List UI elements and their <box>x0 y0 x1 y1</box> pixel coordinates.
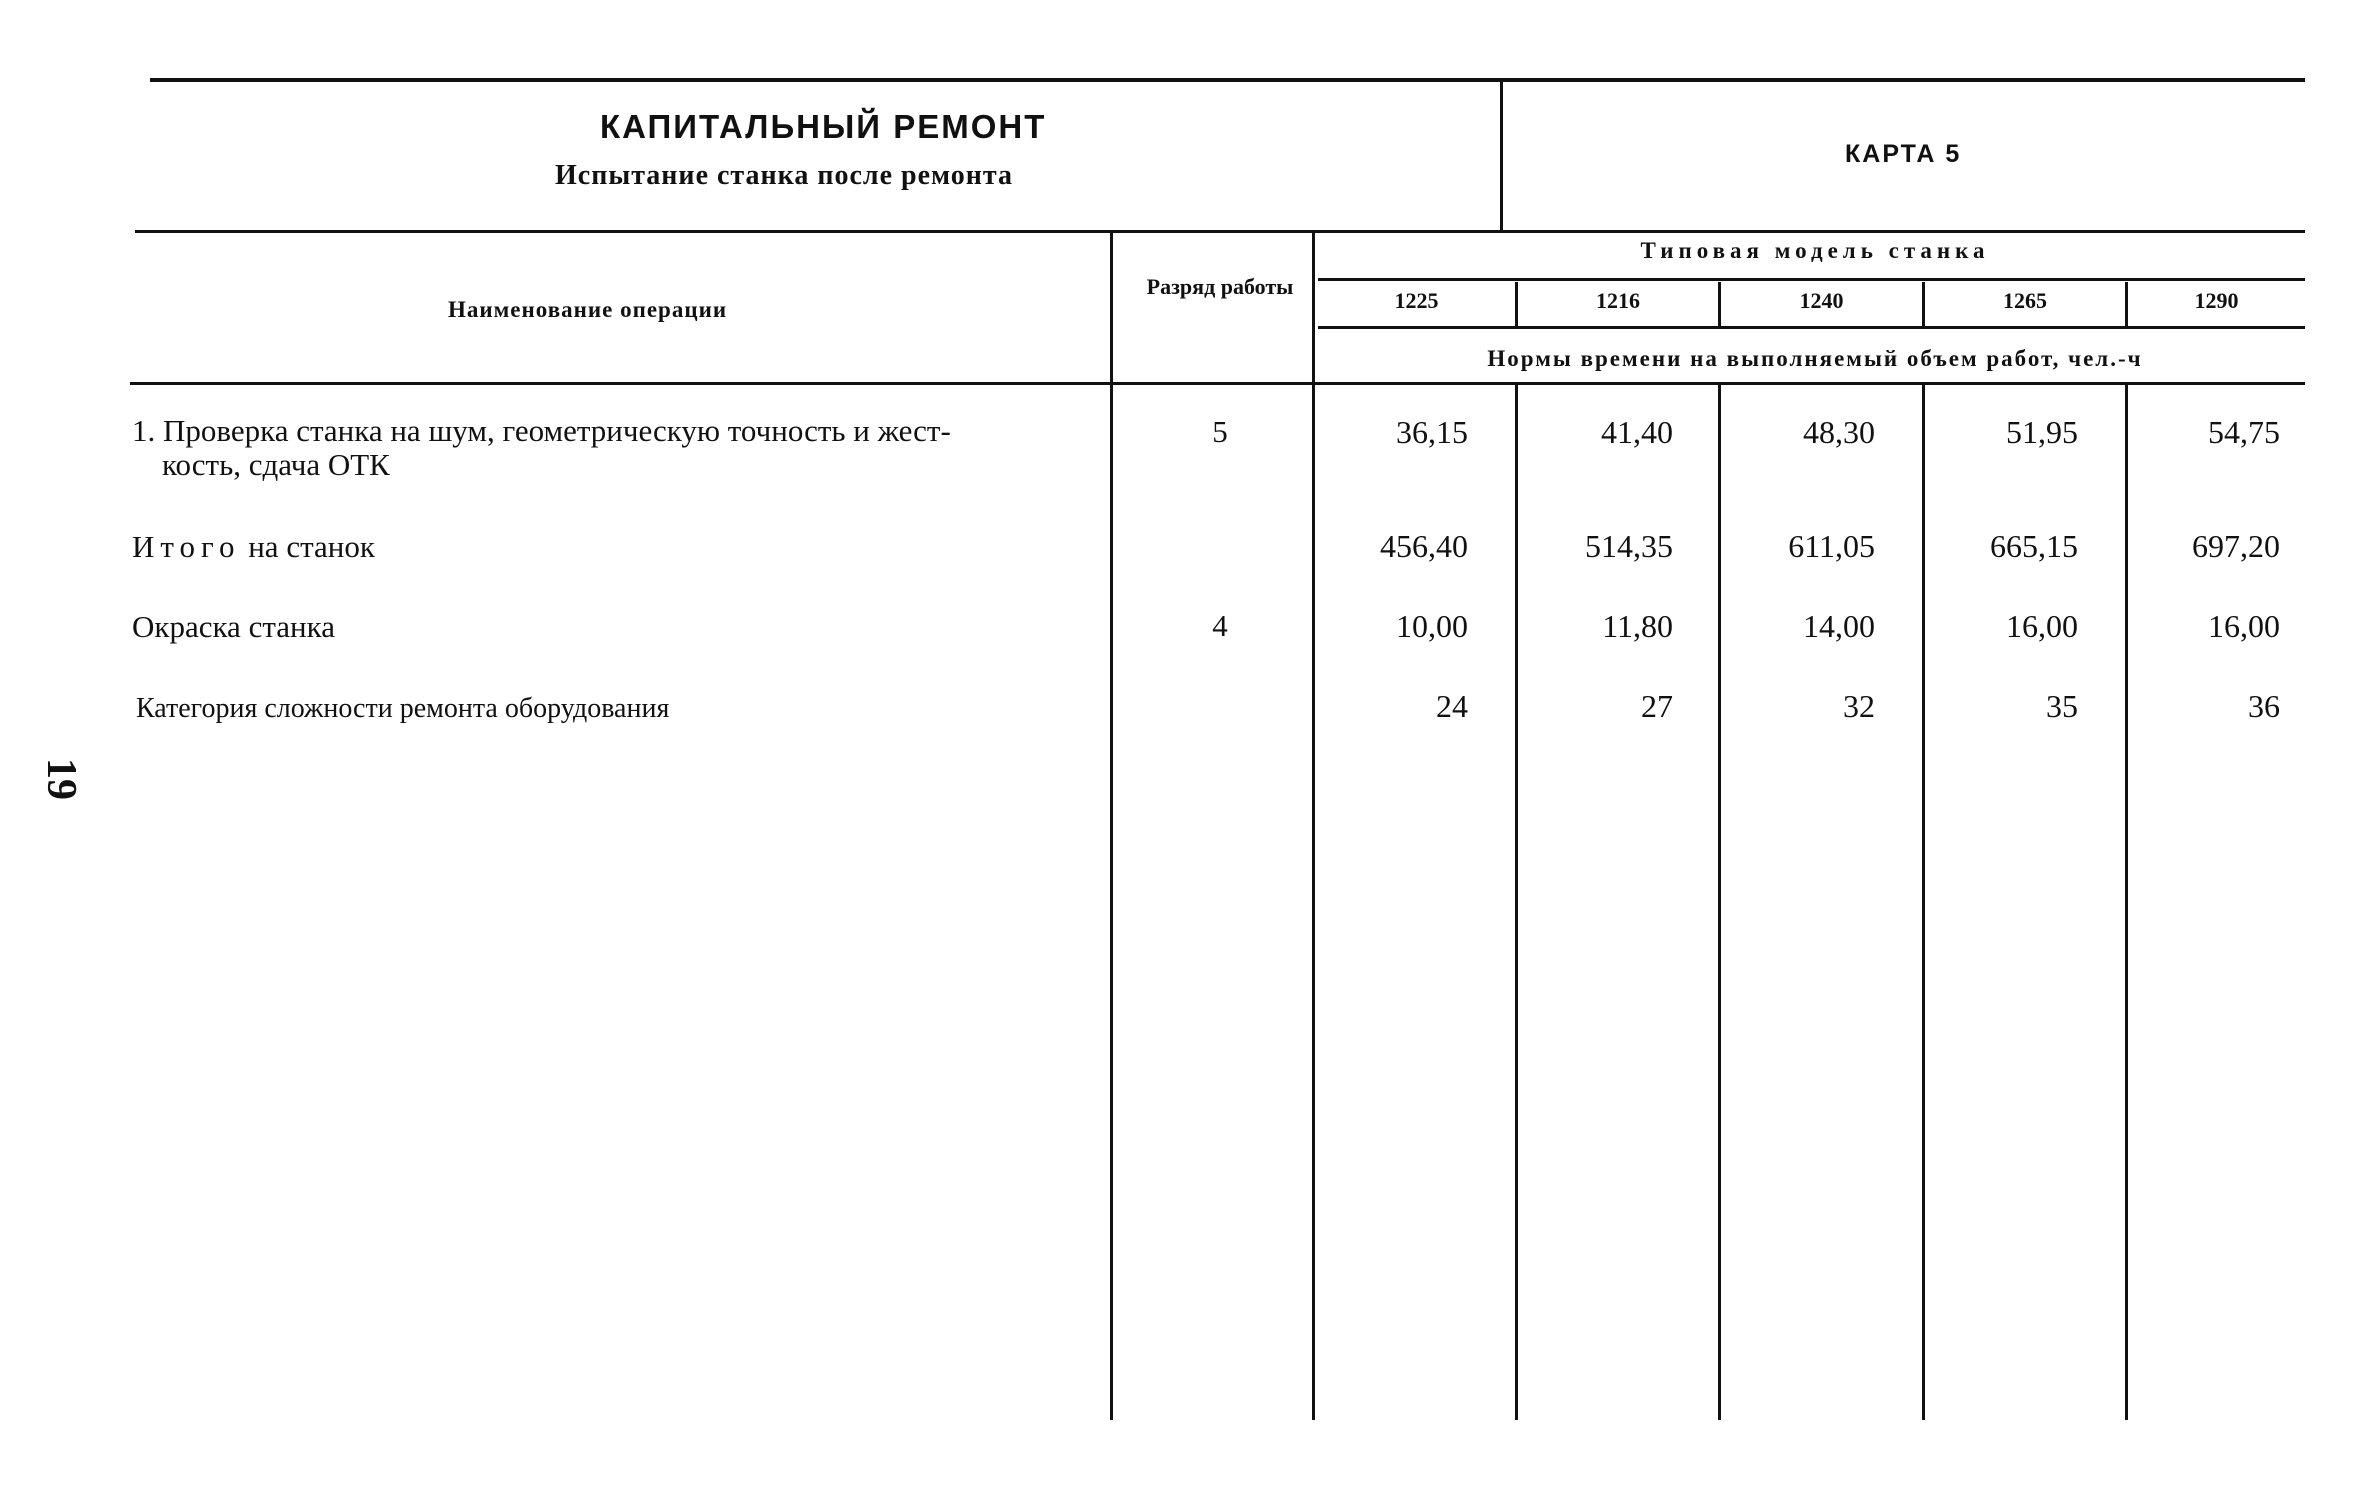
row-2-name <box>132 530 375 564</box>
model-code-1225: 1225 <box>1394 288 1439 313</box>
row-2-name-spaced: Итого <box>132 529 241 564</box>
row-1-name-cont: кость, сдача ОТК <box>162 447 390 482</box>
page-subtitle: Испытание станка после ремонта <box>555 160 1013 191</box>
page-number: 19 <box>38 758 84 800</box>
col-header-operation: Наименование операции <box>448 297 728 322</box>
model-code-1240: 1240 <box>1799 288 1844 313</box>
row-4-value-1216: 27 <box>1641 688 1673 724</box>
row-3-value-1265: 16,00 <box>2006 608 2078 644</box>
table-header-bottom-rule <box>130 382 2305 385</box>
row-4-value-1290: 36 <box>2248 688 2280 724</box>
row-2-name-rest: на станок <box>240 529 375 564</box>
row-2-value-1290: 697,20 <box>2192 528 2280 564</box>
model-code-1265: 1265 <box>2003 288 2047 313</box>
row-1-value-1265: 51,95 <box>2006 414 2078 450</box>
header-top-rule <box>150 78 2305 82</box>
card-number: КАРТА 5 <box>1845 140 1962 168</box>
row-4-value-1240: 32 <box>1843 688 1875 724</box>
row-2-value-1216: 514,35 <box>1585 528 1673 564</box>
row-1-value-1216: 41,40 <box>1601 414 1673 450</box>
row-1-value-1225: 36,15 <box>1396 414 1468 450</box>
row-2-value-1265: 665,15 <box>1990 528 2078 564</box>
row-3-value-1240: 14,00 <box>1803 608 1875 644</box>
row-4-name: Категория сложности ремонта оборудования <box>136 693 670 724</box>
row-1-value-1240: 48,30 <box>1803 414 1875 450</box>
col-sep-grade <box>1312 233 1315 1420</box>
row-3-value-1225: 10,00 <box>1396 608 1468 644</box>
row-1-value-1290: 54,75 <box>2208 414 2280 450</box>
row-3-name: Окраска станка <box>132 609 335 644</box>
row-4-value-1265: 35 <box>2046 688 2078 724</box>
model-codes-rule <box>1318 326 2305 329</box>
row-3-grade: 4 <box>1212 608 1228 643</box>
model-code-1290: 1290 <box>2194 288 2239 313</box>
row-2-value-1240: 611,05 <box>1788 528 1875 564</box>
row-1-name: 1. Проверка станка на шум, геометрическую точность и жест- <box>132 413 951 448</box>
row-3-value-1216: 11,80 <box>1602 608 1673 644</box>
col-sep-operation <box>1110 233 1113 1420</box>
header-bottom-rule <box>135 230 2305 233</box>
model-code-1216: 1216 <box>1596 288 1640 313</box>
header-divider <box>1500 82 1503 232</box>
page-title: КАПИТАЛЬНЫЙ РЕМОНТ <box>600 108 1047 145</box>
col-header-model-group: Типовая модель станка <box>1640 238 1990 263</box>
row-4-value-1225: 24 <box>1436 688 1468 724</box>
model-group-rule <box>1318 278 2305 281</box>
col-header-grade: Разряд работы <box>1146 274 1294 299</box>
row-3-value-1290: 16,00 <box>2208 608 2280 644</box>
col-header-norms: Нормы времени на выполняемый объем работ, чел.-ч <box>1487 346 2143 371</box>
row-2-value-1225: 456,40 <box>1380 528 1468 564</box>
row-1-grade: 5 <box>1212 414 1228 449</box>
